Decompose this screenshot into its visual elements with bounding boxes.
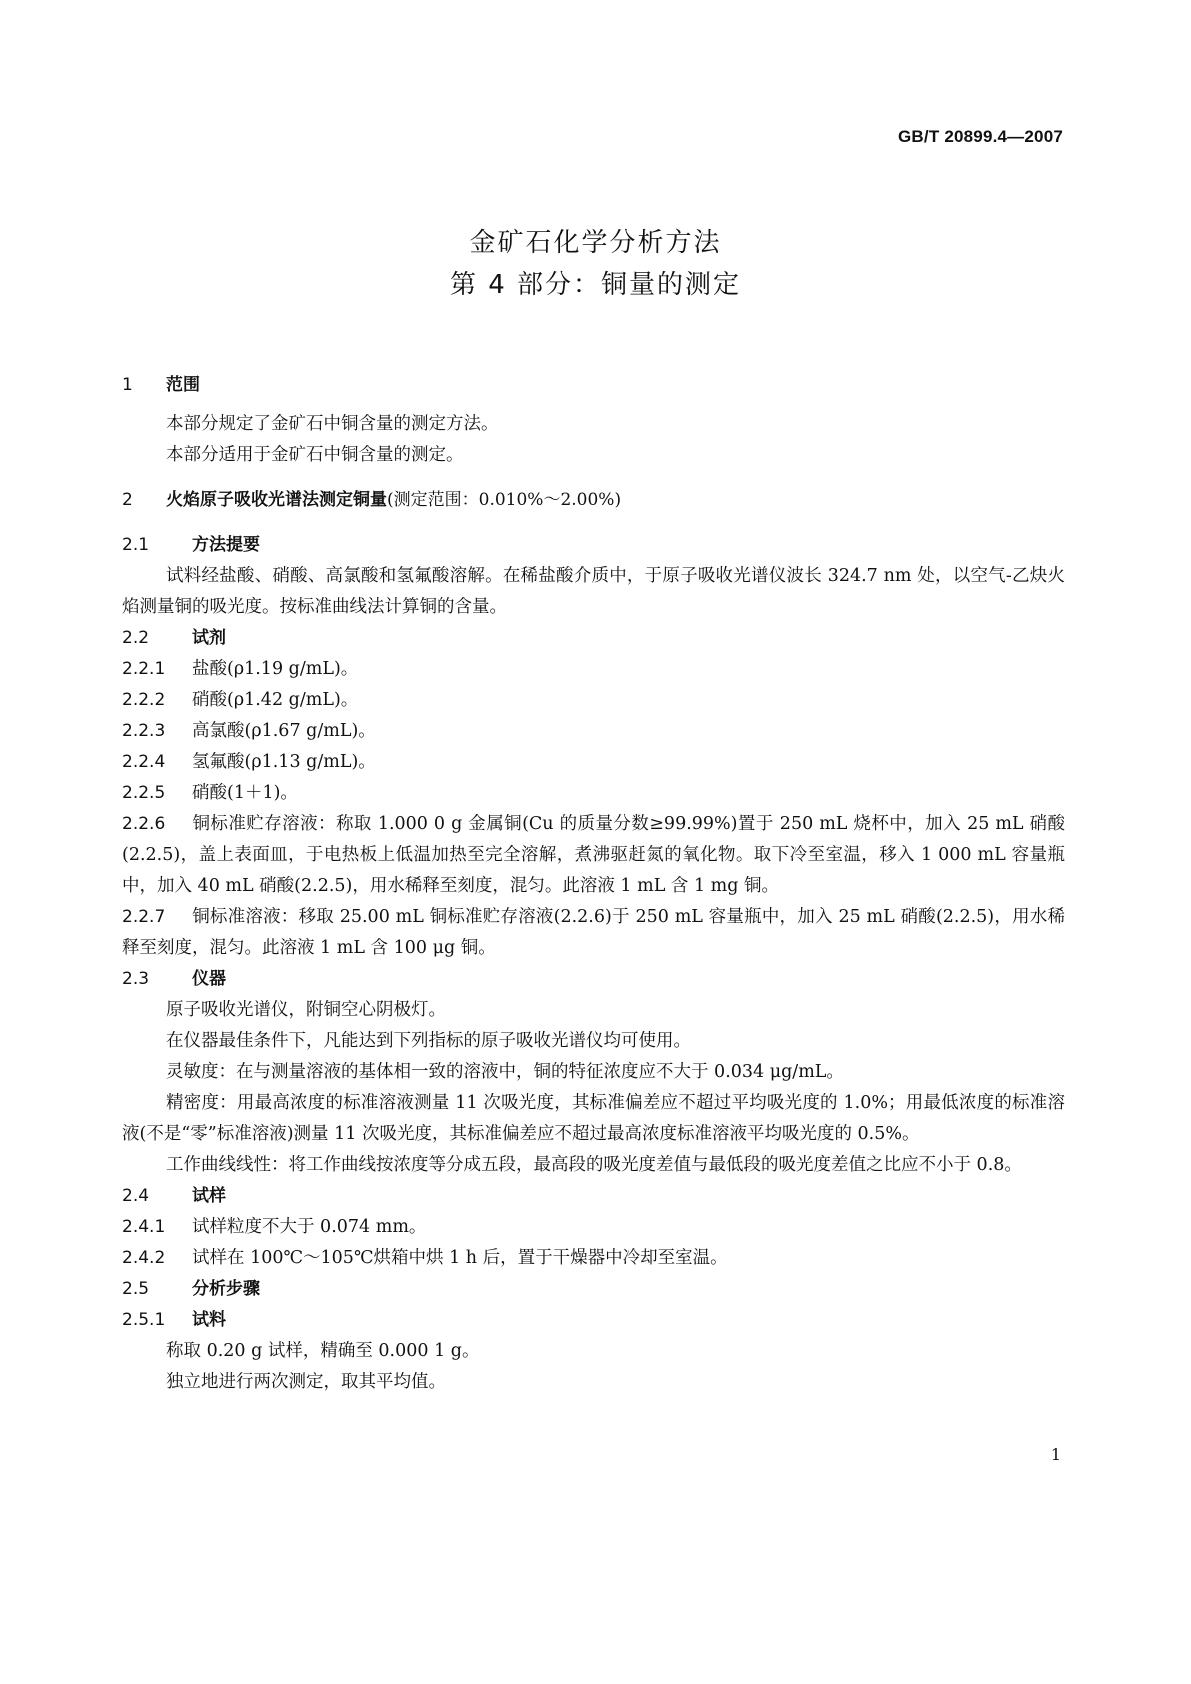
item-text: 铜标准溶液：移取 25.00 mL 铜标准贮存溶液(2.2.6)于 250 mL 容量瓶中，加入 25 mL 硝酸(2.2.5)，用水稀释至刻度，混匀。此溶液 1 mL 含 100 μg 铜。 [122,907,1065,958]
section-title: 试样 [192,1186,226,1206]
item-number: 2.2.3 [122,721,166,741]
list-item [122,716,1065,747]
section-title: 试料 [192,1310,226,1330]
list-item [122,809,1065,902]
item-text: 试样粒度不大于 0.074 mm。 [192,1217,427,1237]
paragraph: 原子吸收光谱仪，附铜空心阴极灯。 [166,1000,446,1020]
measurement-range: (测定范围：0.010%～2.00%) [387,490,622,510]
item-number: 2.2.4 [122,752,166,772]
section-number: 2.5 [122,1279,150,1299]
standard-number: GB/T 20899.4—2007 [898,127,1063,146]
paragraph: 本部分规定了金矿石中铜含量的测定方法。 [166,414,499,434]
section-1-heading [122,370,1065,401]
document-title [0,222,1191,306]
section-number: 2.2 [122,628,150,648]
paragraph: 试料经盐酸、硝酸、高氯酸和氢氟酸溶解。在稀盐酸介质中，于原子吸收光谱仪波长 324.7 nm 处，以空气-乙炔火焰测量铜的吸光度。按标准曲线法计算铜的含量。 [122,566,1065,617]
section-title: 试剂 [192,628,226,648]
item-text: 铜标准贮存溶液：称取 1.000 0 g 金属铜(Cu 的质量分数≥99.99%)置于 250 mL 烧杯中，加入 25 mL 硝酸(2.2.5)，盖上表面皿，于电热板上低温加热至完全溶解，煮沸驱赶氮的氧化物。取下冷至室温，移入 1 000 mL 容量瓶中，加入 40 mL 硝酸(2.2.5)，用水稀释至刻度，混匀。此溶液 1 mL 含 1 mg 铜。 [122,814,1065,896]
section-2-3-heading [122,964,1065,995]
list-item [122,1243,1065,1274]
paragraph: 工作曲线线性：将工作曲线按浓度等分成五段，最高段的吸光度差值与最低段的吸光度差值之比应不小于 0.8。 [166,1155,1022,1175]
section-2-heading [122,485,1065,516]
item-number: 2.2.2 [122,690,166,710]
paragraph: 称取 0.20 g 试样，精确至 0.000 1 g。 [166,1341,480,1361]
item-text: 氢氟酸(ρ1.13 g/mL)。 [192,752,376,772]
title-line-1: 金矿石化学分析方法 [469,228,722,258]
item-number: 2.2.5 [122,783,166,803]
section-number: 2.1 [122,535,150,555]
paragraph: 精密度：用最高浓度的标准溶液测量 11 次吸光度，其标准偏差应不超过平均吸光度的 1.0%；用最低浓度的标准溶液(不是“零”标准溶液)测量 11 次吸光度，其标准偏差应不超过最高浓度标准溶液平均吸光度的 0.5%。 [122,1093,1065,1144]
list-item [122,747,1065,778]
item-number: 2.4.1 [122,1217,166,1237]
section-title: 火焰原子吸收光谱法测定铜量 [166,490,387,510]
section-title: 仪器 [192,969,226,989]
section-title: 方法提要 [192,535,260,555]
section-title: 范围 [166,375,200,395]
item-number: 2.2.7 [122,907,166,927]
page-number: 1 [1050,1445,1061,1464]
item-number: 2.2.6 [122,814,166,834]
item-text: 硝酸(1＋1)。 [192,783,298,803]
list-item [122,778,1065,809]
item-text: 试样在 100℃～105℃烘箱中烘 1 h 后，置于干燥器中冷却至室温。 [192,1248,728,1268]
paragraph: 灵敏度：在与测量溶液的基体相一致的溶液中，铜的特征浓度应不大于 0.034 μg/mL。 [166,1062,844,1082]
paragraph: 本部分适用于金矿石中铜含量的测定。 [166,445,464,465]
item-text: 盐酸(ρ1.19 g/mL)。 [192,659,359,679]
list-item [122,902,1065,964]
title-line-2: 第 4 部分：铜量的测定 [449,270,742,300]
section-2-4-heading [122,1181,1065,1212]
item-text: 高氯酸(ρ1.67 g/mL)。 [192,721,376,741]
section-title: 分析步骤 [192,1279,260,1299]
section-2-5-1-heading [122,1305,1065,1336]
list-item [122,1212,1065,1243]
paragraph: 独立地进行两次测定，取其平均值。 [166,1372,446,1392]
section-number: 2.3 [122,969,150,989]
paragraph: 在仪器最佳条件下，凡能达到下列指标的原子吸收光谱仪均可使用。 [166,1031,691,1051]
section-number: 1 [122,375,133,395]
section-2-1-heading [122,530,1065,561]
section-number: 2.5.1 [122,1310,166,1330]
item-number: 2.4.2 [122,1248,166,1268]
section-2-5-heading [122,1274,1065,1305]
document-body [122,370,1065,1398]
section-2-2-heading [122,623,1065,654]
item-text: 硝酸(ρ1.42 g/mL)。 [192,690,359,710]
section-number: 2 [122,490,133,510]
list-item [122,685,1065,716]
list-item [122,654,1065,685]
section-number: 2.4 [122,1186,150,1206]
item-number: 2.2.1 [122,659,166,679]
